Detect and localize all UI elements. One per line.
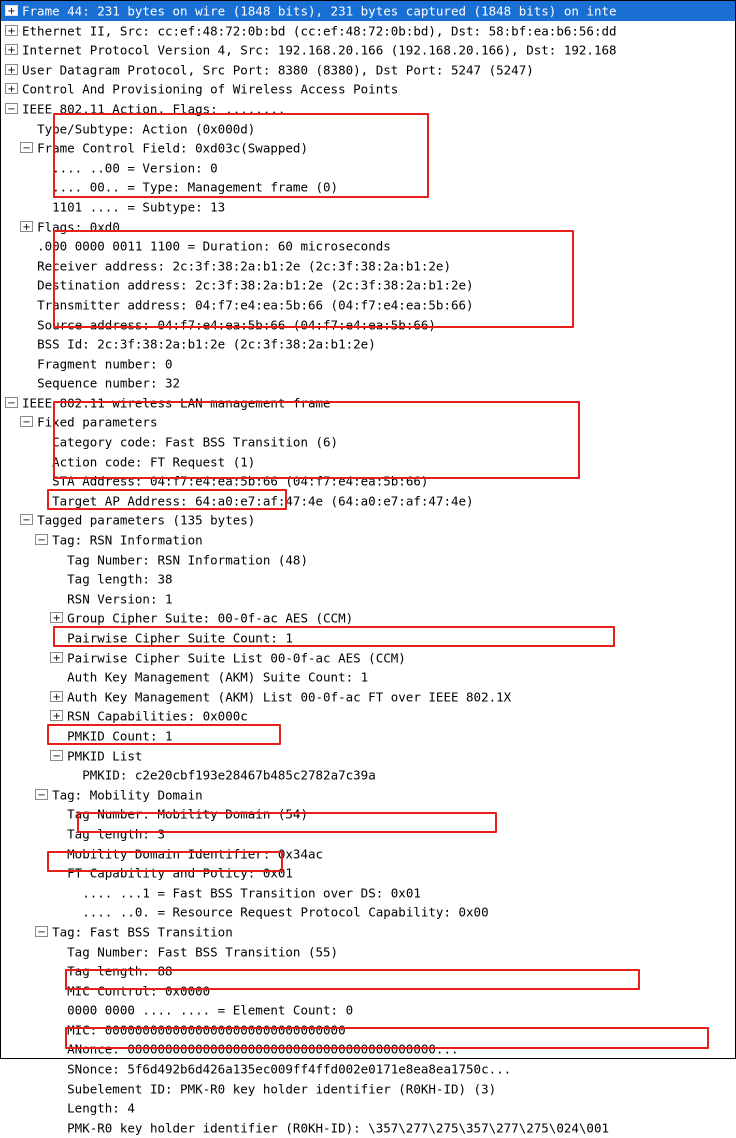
collapse-minus-icon[interactable]: − <box>35 926 48 937</box>
indent-spacer <box>5 925 35 940</box>
indent-spacer <box>5 866 50 881</box>
no-twisty-spacer <box>20 319 33 330</box>
expand-plus-icon[interactable]: + <box>5 64 18 75</box>
indent-spacer <box>5 258 20 273</box>
packet-tree-row[interactable] <box>1 883 735 903</box>
indent-spacer <box>5 298 20 313</box>
packet-tree-row-label: FT Capability and Policy: 0x01 <box>67 865 293 881</box>
no-twisty-spacer <box>50 808 63 819</box>
indent-spacer <box>5 709 50 724</box>
packet-tree-row-label: Tag Number: RSN Information (48) <box>67 552 308 568</box>
no-twisty-spacer <box>35 181 48 192</box>
indent-spacer <box>5 1101 50 1116</box>
packet-tree-row-label: 0000 0000 .... .... = Element Count: 0 <box>67 1002 354 1018</box>
packet-tree-row[interactable] <box>1 706 735 726</box>
no-twisty-spacer <box>35 436 48 447</box>
packet-tree-row[interactable] <box>1 824 735 844</box>
packet-tree-row-label: Tag: Mobility Domain <box>52 787 203 803</box>
no-twisty-spacer <box>65 906 78 917</box>
no-twisty-spacer <box>50 985 63 996</box>
no-twisty-spacer <box>50 828 63 839</box>
packet-tree-row[interactable] <box>1 295 735 315</box>
packet-tree-row[interactable] <box>1 667 735 687</box>
packet-tree-row[interactable] <box>1 961 735 981</box>
packet-tree-row[interactable] <box>1 746 735 766</box>
no-twisty-spacer <box>20 123 33 134</box>
indent-spacer <box>5 689 50 704</box>
no-twisty-spacer <box>20 240 33 251</box>
packet-tree-row-label: .... ..00 = Version: 0 <box>52 160 218 176</box>
packet-tree-row-label: .... ..0. = Resource Request Protocol Capability: 0x00 <box>82 905 489 921</box>
collapse-minus-icon[interactable]: − <box>35 789 48 800</box>
packet-tree-row-label: Subelement ID: PMK-R0 key holder identifier (R0KH-ID) (3) <box>67 1081 497 1097</box>
packet-tree-row[interactable] <box>1 863 735 883</box>
indent-spacer <box>5 729 50 744</box>
indent-spacer <box>5 415 20 430</box>
packet-tree-row-label: Receiver address: 2c:3f:38:2a:b1:2e (2c:3f:38:2a:b1:2e) <box>37 258 451 274</box>
packet-tree-row-label: Control And Provisioning of Wireless Access Points <box>22 82 399 98</box>
packet-tree-row-label: Target AP Address: 64:a0:e7:af:47:4e (64:a0:e7:af:47:4e) <box>52 493 474 509</box>
packet-tree-row-label: Length: 4 <box>67 1100 135 1116</box>
indent-spacer <box>5 180 35 195</box>
packet-tree-row-label: Mobility Domain Identifier: 0x34ac <box>67 846 324 862</box>
packet-tree-row[interactable] <box>1 844 735 864</box>
packet-tree-row[interactable] <box>1 1118 735 1138</box>
packet-tree-row[interactable] <box>1 726 735 746</box>
packet-tree-row-label: Category code: Fast BSS Transition (6) <box>52 434 339 450</box>
packet-tree-row[interactable] <box>1 119 735 139</box>
packet-tree-row[interactable] <box>1 21 735 41</box>
packet-tree-row-label: Tag Number: Fast BSS Transition (55) <box>67 944 339 960</box>
packet-tree-row-label: MIC: 00000000000000000000000000000000 <box>67 1022 346 1038</box>
packet-tree-row[interactable] <box>1 569 735 589</box>
packet-tree-row[interactable] <box>1 99 735 119</box>
indent-spacer <box>5 337 20 352</box>
packet-tree-row-label: Tagged parameters (135 bytes) <box>37 513 256 529</box>
indent-spacer <box>5 278 20 293</box>
indent-spacer <box>5 317 20 332</box>
no-twisty-spacer <box>50 848 63 859</box>
packet-tree-row[interactable] <box>1 648 735 668</box>
no-twisty-spacer <box>20 377 33 388</box>
packet-tree-row-label: Group Cipher Suite: 00-0f-ac AES (CCM) <box>67 611 354 627</box>
packet-tree-row[interactable] <box>1 765 735 785</box>
indent-spacer <box>5 787 35 802</box>
indent-spacer <box>5 650 50 665</box>
packet-tree-row-label: IEEE 802.11 wireless LAN management frame <box>22 395 331 411</box>
packet-tree-row[interactable] <box>1 79 735 99</box>
collapse-minus-icon[interactable]: − <box>5 103 18 114</box>
packet-tree-row[interactable] <box>1 217 735 237</box>
packet-tree-row-label: Destination address: 2c:3f:38:2a:b1:2e (2c:3f:38:2a:b1:2e) <box>37 278 474 294</box>
expand-plus-icon[interactable]: + <box>20 221 33 232</box>
packet-tree-row-label: Tag: Fast BSS Transition <box>52 924 233 940</box>
packet-tree-row-label: Flags: 0xd0 <box>37 219 120 235</box>
packet-tree-row-label: RSN Version: 1 <box>67 591 173 607</box>
packet-tree-row-label: Source address: 04:f7:e4:ea:5b:66 (04:f7:e4:ea:5b:66) <box>37 317 436 333</box>
packet-tree-row[interactable] <box>1 432 735 452</box>
packet-tree-row-label: RSN Capabilities: 0x000c <box>67 709 248 725</box>
expand-plus-icon[interactable]: + <box>5 5 18 16</box>
collapse-minus-icon[interactable]: − <box>35 534 48 545</box>
packet-tree-row-label: Tag: RSN Information <box>52 532 203 548</box>
packet-tree-row[interactable] <box>1 550 735 570</box>
no-twisty-spacer <box>50 632 63 643</box>
indent-spacer <box>5 121 20 136</box>
packet-tree-row[interactable] <box>1 589 735 609</box>
packet-tree-row[interactable] <box>1 158 735 178</box>
no-twisty-spacer <box>50 671 63 682</box>
packet-tree-row[interactable] <box>1 510 735 530</box>
indent-spacer <box>5 983 50 998</box>
expand-plus-icon[interactable]: + <box>50 652 63 663</box>
no-twisty-spacer <box>35 201 48 212</box>
packet-tree-row[interactable] <box>1 138 735 158</box>
packet-tree-row-label: 1101 .... = Subtype: 13 <box>52 199 226 215</box>
indent-spacer <box>5 964 50 979</box>
indent-spacer <box>5 846 50 861</box>
no-twisty-spacer <box>50 1043 63 1054</box>
packet-tree-row[interactable] <box>1 1079 735 1099</box>
no-twisty-spacer <box>20 338 33 349</box>
no-twisty-spacer <box>50 593 63 604</box>
packet-tree-row[interactable] <box>1 412 735 432</box>
packet-tree-row[interactable] <box>1 785 735 805</box>
packet-tree-row[interactable] <box>1 1020 735 1040</box>
indent-spacer <box>5 200 35 215</box>
collapse-minus-icon[interactable]: − <box>20 416 33 427</box>
collapse-minus-icon[interactable]: − <box>20 142 33 153</box>
indent-spacer <box>5 376 20 391</box>
expand-plus-icon[interactable]: + <box>50 691 63 702</box>
no-twisty-spacer <box>20 358 33 369</box>
indent-spacer <box>5 1081 50 1096</box>
packet-tree-row[interactable] <box>1 1059 735 1079</box>
indent-spacer <box>5 748 50 763</box>
indent-spacer <box>5 356 20 371</box>
expand-plus-icon[interactable]: + <box>5 25 18 36</box>
expand-plus-icon[interactable]: + <box>50 612 63 623</box>
expand-plus-icon[interactable]: + <box>5 83 18 94</box>
collapse-minus-icon[interactable]: − <box>5 397 18 408</box>
packet-tree-row[interactable] <box>1 491 735 511</box>
packet-tree-row-label: PMKID Count: 1 <box>67 728 173 744</box>
packet-tree-row-label: Type/Subtype: Action (0x000d) <box>37 121 256 137</box>
packet-tree-row[interactable] <box>1 177 735 197</box>
packet-tree-row[interactable] <box>1 981 735 1001</box>
packet-tree-row[interactable] <box>1 530 735 550</box>
packet-tree-row[interactable] <box>1 471 735 491</box>
indent-spacer <box>5 768 65 783</box>
packet-tree-row[interactable] <box>1 804 735 824</box>
no-twisty-spacer <box>50 1102 63 1113</box>
indent-spacer <box>5 1042 50 1057</box>
indent-spacer <box>5 611 50 626</box>
packet-tree-row[interactable] <box>1 628 735 648</box>
packet-tree-row-label: ANonce: 00000000000000000000000000000000000000000... <box>67 1042 459 1058</box>
packet-tree-row-label: Action code: FT Request (1) <box>52 454 256 470</box>
indent-spacer <box>5 1003 50 1018</box>
indent-spacer <box>5 513 20 528</box>
no-twisty-spacer <box>35 475 48 486</box>
packet-tree-row-label: Auth Key Management (AKM) Suite Count: 1 <box>67 669 369 685</box>
indent-spacer <box>5 670 50 685</box>
collapse-minus-icon[interactable]: − <box>20 514 33 525</box>
packet-tree-row-label: Frame 44: 231 bytes on wire (1848 bits), 231 bytes captured (1848 bits) on inte <box>22 3 617 19</box>
packet-tree-row-label: Internet Protocol Version 4, Src: 192.168.20.166 (192.168.20.166), Dst: 192.168 <box>22 42 617 58</box>
packet-tree-row-label: Auth Key Management (AKM) List 00-0f-ac FT over IEEE 802.1X <box>67 689 512 705</box>
packet-tree-row-label: User Datagram Protocol, Src Port: 8380 (8380), Dst Port: 5247 (5247) <box>22 62 534 78</box>
expand-plus-icon[interactable]: + <box>50 710 63 721</box>
packet-tree-row[interactable] <box>1 236 735 256</box>
packet-tree-row[interactable] <box>1 1 735 21</box>
packet-tree-row-label: PMKID: c2e20cbf193e28467b485c2782a7c39a <box>82 767 376 783</box>
packet-tree-row[interactable] <box>1 608 735 628</box>
packet-tree-row[interactable] <box>1 275 735 295</box>
indent-spacer <box>5 905 65 920</box>
no-twisty-spacer <box>50 1004 63 1015</box>
indent-spacer <box>5 1023 50 1038</box>
packet-tree-row-label: Tag length: 88 <box>67 963 173 979</box>
packet-tree-row-label: .... 00.. = Type: Management frame (0) <box>52 180 339 196</box>
packet-tree-row-label: Fragment number: 0 <box>37 356 173 372</box>
indent-spacer <box>5 827 50 842</box>
packet-tree-row[interactable] <box>1 942 735 962</box>
packet-tree-row-label: Fixed parameters <box>37 415 158 431</box>
indent-spacer <box>5 533 35 548</box>
indent-spacer <box>5 141 20 156</box>
packet-tree-row-label: STA Address: 04:f7:e4:ea:5b:66 (04:f7:e4:ea:5b:66) <box>52 473 429 489</box>
no-twisty-spacer <box>50 1122 63 1133</box>
packet-tree-row[interactable] <box>1 197 735 217</box>
packet-tree-row[interactable] <box>1 60 735 80</box>
indent-spacer <box>5 807 50 822</box>
packet-tree-row[interactable] <box>1 1039 735 1059</box>
collapse-minus-icon[interactable]: − <box>50 750 63 761</box>
no-twisty-spacer <box>50 965 63 976</box>
no-twisty-spacer <box>20 260 33 271</box>
packet-tree-row-label: Tag length: 3 <box>67 826 165 842</box>
packet-tree-row[interactable] <box>1 452 735 472</box>
no-twisty-spacer <box>50 867 63 878</box>
no-twisty-spacer <box>35 162 48 173</box>
indent-spacer <box>5 631 50 646</box>
indent-spacer <box>5 592 50 607</box>
packet-tree-row-label: .... ...1 = Fast BSS Transition over DS: 0x01 <box>82 885 421 901</box>
packet-tree-row[interactable] <box>1 393 735 413</box>
indent-spacer <box>5 1062 50 1077</box>
no-twisty-spacer <box>50 730 63 741</box>
no-twisty-spacer <box>50 946 63 957</box>
packet-tree-row[interactable] <box>1 315 735 335</box>
packet-tree-row-label: Sequence number: 32 <box>37 375 181 391</box>
no-twisty-spacer <box>50 1024 63 1035</box>
no-twisty-spacer <box>35 495 48 506</box>
indent-spacer <box>5 435 35 450</box>
packet-tree-row[interactable] <box>1 902 735 922</box>
packet-tree-row[interactable] <box>1 373 735 393</box>
indent-spacer <box>5 885 65 900</box>
indent-spacer <box>5 474 35 489</box>
packet-tree-row[interactable] <box>1 687 735 707</box>
packet-tree-row[interactable] <box>1 354 735 374</box>
no-twisty-spacer <box>20 299 33 310</box>
no-twisty-spacer <box>50 573 63 584</box>
expand-plus-icon[interactable]: + <box>5 44 18 55</box>
packet-tree-row-label: Pairwise Cipher Suite Count: 1 <box>67 630 293 646</box>
indent-spacer <box>5 944 50 959</box>
packet-tree-row[interactable] <box>1 1098 735 1118</box>
packet-tree-row-label: Tag Number: Mobility Domain (54) <box>67 807 308 823</box>
no-twisty-spacer <box>35 456 48 467</box>
packet-tree-row-label: BSS Id: 2c:3f:38:2a:b1:2e (2c:3f:38:2a:b1:2e) <box>37 336 376 352</box>
packet-tree-row-label: Transmitter address: 04:f7:e4:ea:5b:66 (04:f7:e4:ea:5b:66) <box>37 297 474 313</box>
indent-spacer <box>5 572 50 587</box>
packet-tree-row-label: .000 0000 0011 1100 = Duration: 60 microseconds <box>37 238 391 254</box>
no-twisty-spacer <box>65 887 78 898</box>
packet-tree-row-label: Pairwise Cipher Suite List 00-0f-ac AES (CCM) <box>67 650 406 666</box>
no-twisty-spacer <box>50 554 63 565</box>
packet-tree-row-label: IEEE 802.11 Action, Flags: ........ <box>22 101 286 117</box>
packet-tree-row[interactable] <box>1 334 735 354</box>
no-twisty-spacer <box>65 769 78 780</box>
packet-tree-row-label: Frame Control Field: 0xd03c(Swapped) <box>37 140 308 156</box>
packet-tree-row-label: PMKID List <box>67 748 143 764</box>
packet-tree-row[interactable] <box>1 1000 735 1020</box>
indent-spacer <box>5 552 50 567</box>
indent-spacer <box>5 160 35 175</box>
packet-tree-row[interactable] <box>1 256 735 276</box>
no-twisty-spacer <box>20 279 33 290</box>
packet-detail-tree[interactable] <box>1 1 735 1137</box>
packet-tree-row-label: SNonce: 5f6d492b6d426a135ec009ff4ffd002e0171e8ea8ea1750c... <box>67 1061 512 1077</box>
indent-spacer <box>5 239 20 254</box>
indent-spacer <box>5 454 35 469</box>
packet-tree-row-label: PMK-R0 key holder identifier (R0KH-ID): \357\277\275\357\277\275\024\001 <box>67 1120 610 1136</box>
indent-spacer <box>5 494 35 509</box>
indent-spacer <box>5 219 20 234</box>
packet-tree-row-label: Tag length: 38 <box>67 571 173 587</box>
packet-tree-row[interactable] <box>1 922 735 942</box>
packet-tree-row-label: MIC Control: 0x0000 <box>67 983 211 999</box>
no-twisty-spacer <box>50 1063 63 1074</box>
packet-tree-row-label: Ethernet II, Src: cc:ef:48:72:0b:bd (cc:ef:48:72:0b:bd), Dst: 58:bf:ea:b6:56:dd <box>22 23 617 39</box>
no-twisty-spacer <box>50 1083 63 1094</box>
indent-spacer <box>5 1121 50 1136</box>
packet-tree-row[interactable] <box>1 40 735 60</box>
